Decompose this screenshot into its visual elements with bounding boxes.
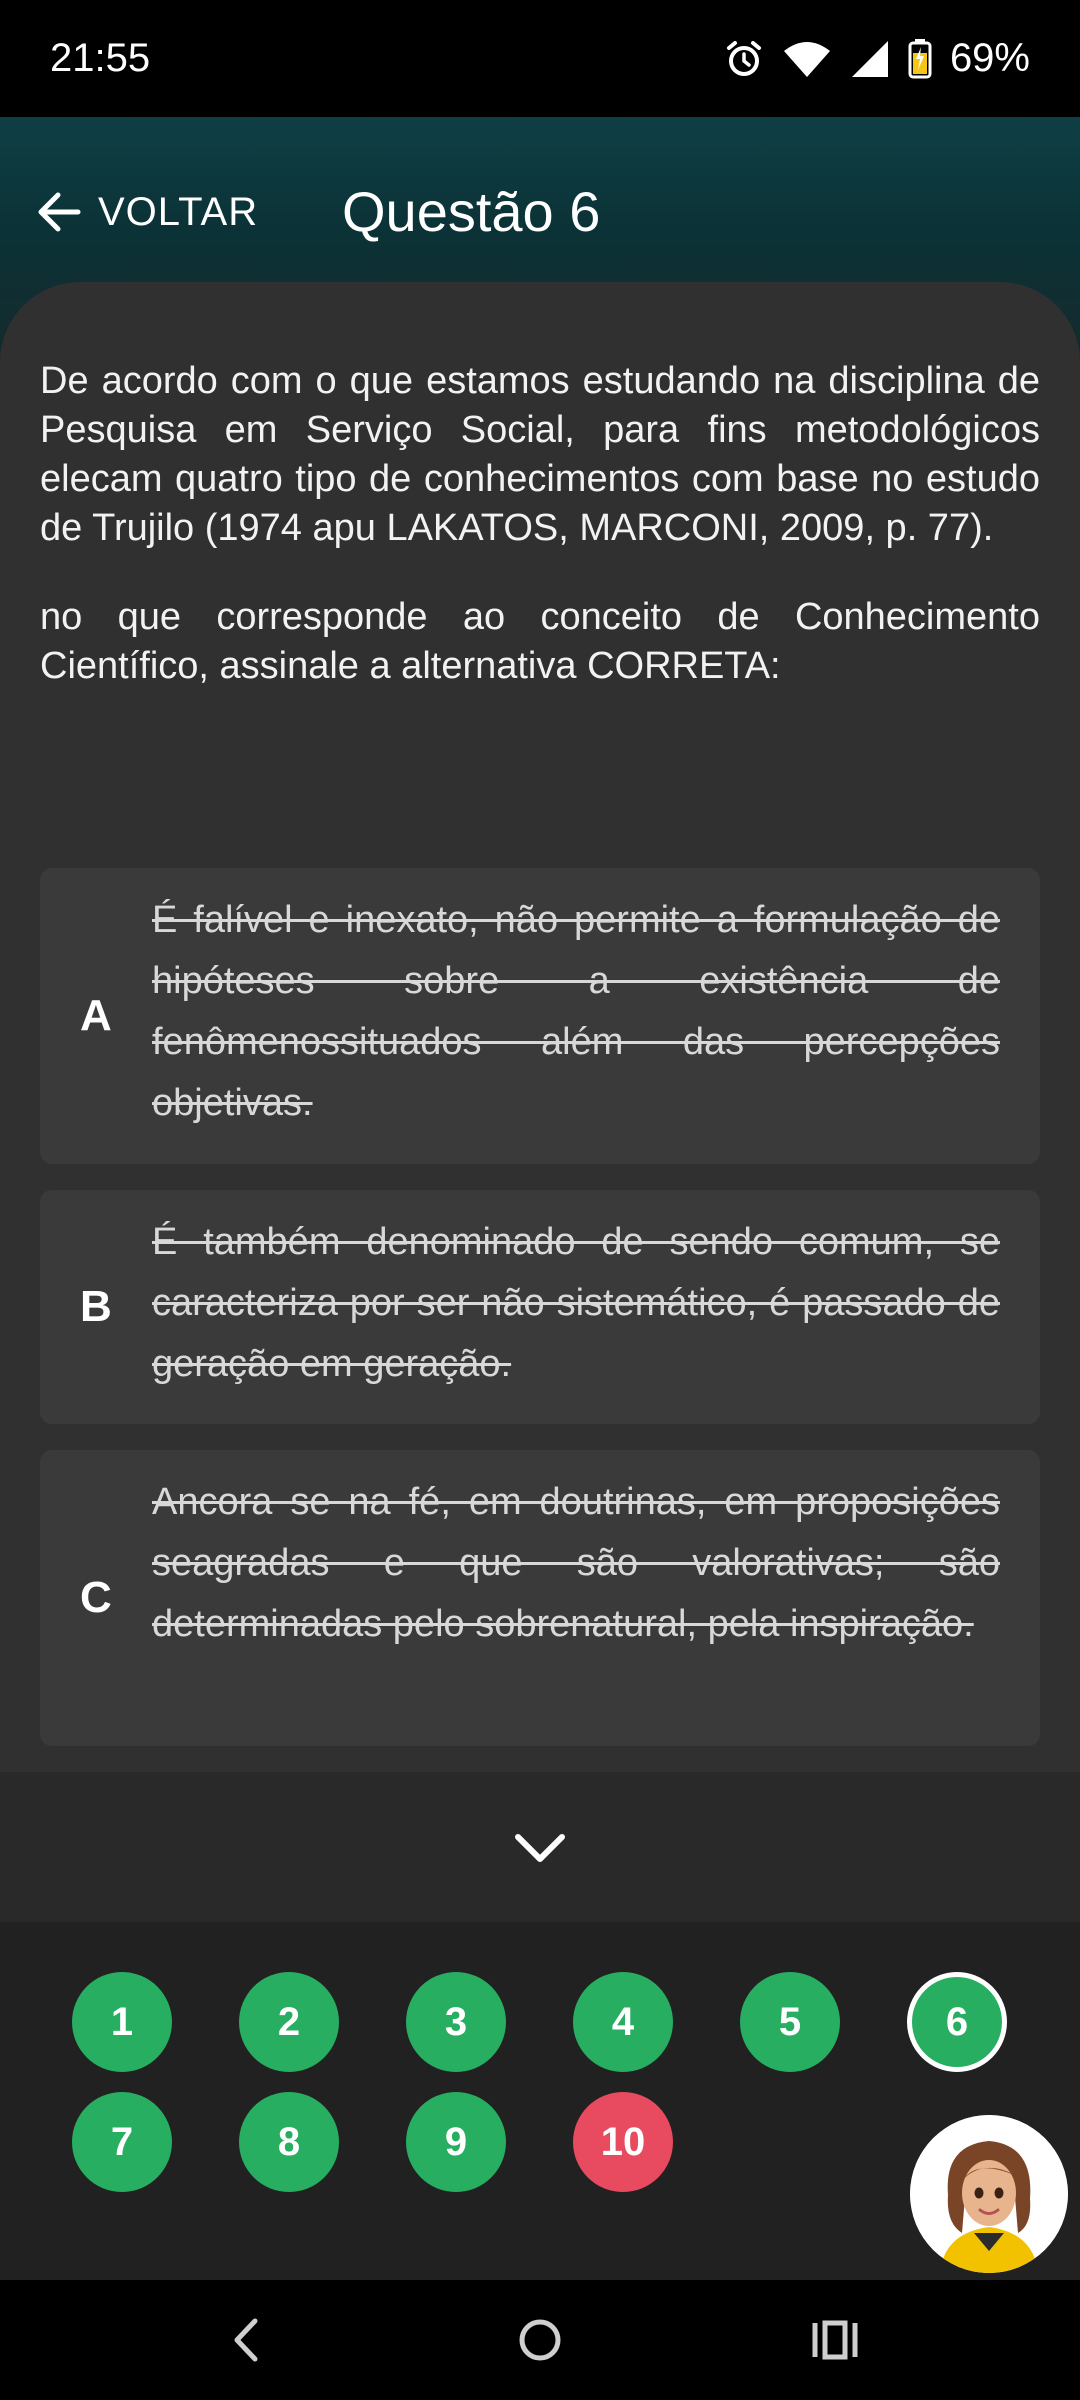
- question-button-2[interactable]: 2: [239, 1972, 339, 2072]
- question-paragraph: De acordo com o que estamos estudando na disciplina de Pesquisa em Serviço Social, para fins metodológicos elecam quatro tipo de conhecimentos com base no estudo de Trujilo (1974 apu LAKATOS, MARCONI, 2009, p. 77).: [40, 360, 1040, 549]
- battery-icon: [908, 39, 932, 79]
- question-button-8[interactable]: 8: [239, 2092, 339, 2192]
- status-time: 21:55: [50, 36, 151, 80]
- system-navigation-bar: [0, 2280, 1080, 2400]
- collapse-navigator-button[interactable]: [0, 1772, 1080, 1922]
- question-text: [40, 357, 1040, 731]
- question-paragraph: no que corresponde ao conceito de Conhecimento Científico, assinale a alternativa CORRETA:: [40, 596, 1040, 687]
- option-text: É também denominado de sendo comum, se caracteriza por ser não sistemático, é passado de geração em geração.: [152, 1221, 1000, 1385]
- page-title: Questão 6: [342, 180, 601, 243]
- status-bar: [0, 0, 1080, 117]
- back-label: VOLTAR: [98, 189, 259, 234]
- question-button-5[interactable]: 5: [740, 1972, 840, 2072]
- option-letter: B: [80, 1282, 112, 1331]
- question-button-1[interactable]: 1: [72, 1972, 172, 2072]
- wifi-icon: [782, 39, 832, 79]
- option-letter: A: [80, 991, 112, 1040]
- arrow-left-icon: [36, 189, 82, 235]
- option-text: É falível e inexato, não permite a formulação de hipóteses sobre a existência de fenômenossituados além das percepções objetivas.: [152, 899, 1000, 1124]
- option-a[interactable]: [40, 868, 1040, 1164]
- question-button-10[interactable]: 10: [573, 2092, 673, 2192]
- option-letter: C: [80, 1573, 112, 1622]
- alarm-icon: [724, 39, 764, 79]
- status-icons: [724, 36, 1030, 81]
- assistant-avatar-icon[interactable]: [910, 2115, 1068, 2273]
- battery-percentage: 69%: [949, 36, 1030, 80]
- home-nav-icon[interactable]: [480, 2300, 600, 2380]
- signal-icon: [850, 39, 890, 79]
- option-text: Ancora se na fé, em doutrinas, em proposições seagradas e que são valorativas; são determinadas pelo sobrenatural, pela inspiração.: [152, 1481, 1000, 1645]
- recents-nav-icon[interactable]: [775, 2300, 895, 2380]
- question-button-6[interactable]: 6: [907, 1972, 1007, 2072]
- question-button-3[interactable]: 3: [406, 1972, 506, 2072]
- option-c[interactable]: [40, 1450, 1040, 1746]
- question-button-7[interactable]: 7: [72, 2092, 172, 2192]
- question-button-9[interactable]: 9: [406, 2092, 506, 2192]
- question-card: [0, 282, 1080, 1782]
- option-b[interactable]: [40, 1190, 1040, 1424]
- question-button-4[interactable]: 4: [573, 1972, 673, 2072]
- back-button[interactable]: [36, 157, 258, 267]
- back-nav-icon[interactable]: [185, 2300, 305, 2380]
- chevron-down-icon: [510, 1827, 570, 1867]
